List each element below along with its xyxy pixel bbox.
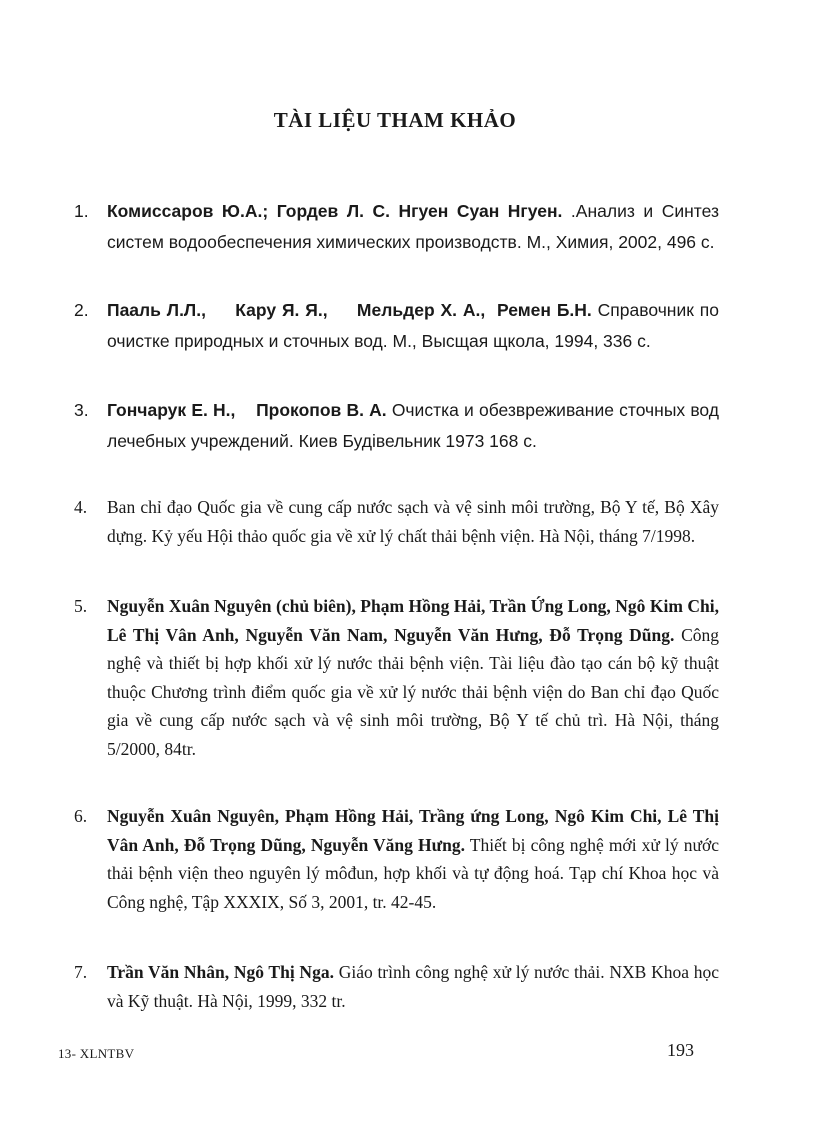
reference-body xyxy=(107,493,719,550)
reference-text: Ban chỉ đạo Quốc gia về cung cấp nước sạch và vệ sinh môi trường, Bộ Y tế, Bộ Xây dựng. Kỷ yếu Hội thảo quốc gia về xử lý chất thải bệnh viện. Hà Nội, tháng 7/1998. xyxy=(107,497,719,546)
reference-text: Справочник по очистке природных и сточных вод. М., Высщая щкола, 1994, 336 с. xyxy=(107,300,719,351)
reference-number: 1. xyxy=(74,201,89,221)
page-title: TÀI LIỆU THAM KHẢO xyxy=(273,108,517,132)
reference-text: Очистка и обезвреживание сточных вод лечебных учреждений. Киев Будiвельник 1973 168 с. xyxy=(107,400,719,451)
reference-body xyxy=(107,958,719,1015)
reference-authors: Пааль Л.Л., Кару Я. Я., Мельдер Х. А., Ремен Б.Н. xyxy=(107,300,592,320)
footer-label: 13- XLNTBV xyxy=(58,1046,135,1061)
reference-number: 4. xyxy=(74,497,88,517)
reference-text: Thiết bị công nghệ mới xử lý nước thải bệnh viện theo nguyên lý môđun, hợp khối và tự động hoá. Tạp chí Khoa học và Công nghệ, Tập XXXIX, Số 3, 2001, tr. 42-45. xyxy=(107,834,719,912)
reference-number: 7. xyxy=(74,962,88,982)
reference-number: 6. xyxy=(74,806,88,826)
reference-text: Công nghệ và thiết bị hợp khối xử lý nước thải bệnh viện. Tài liệu đào tạo cán bộ kỹ thuật thuộc Chương trình điểm quốc gia về xử lý nước thải bệnh viện do Ban chỉ đạo Quốc gia về cung cấp nước sạch và vệ sinh môi trường, Bộ Y tế chủ trì. Hà Nội, tháng 5/2000, 84tr. xyxy=(107,624,719,759)
reference-authors: Trần Văn Nhân, Ngô Thị Nga. xyxy=(107,962,334,982)
reference-body xyxy=(107,592,719,764)
reference-text: .Анализ и Синтез систем водообеспечения химических производств. М., Химия, 2002, 496 с. xyxy=(107,201,719,252)
reference-body xyxy=(107,196,719,258)
reference-number: 2. xyxy=(74,300,89,320)
reference-authors: Гончарук Е. Н., Прокопов В. А. xyxy=(107,400,387,420)
reference-authors: Комиссаров Ю.А.; Гордев Л. С. Нгуен Суан Нгуен. xyxy=(107,201,563,221)
reference-number: 3. xyxy=(74,400,89,420)
page-number: 193 xyxy=(667,1040,694,1060)
reference-authors: Nguyễn Xuân Nguyên, Phạm Hồng Hải, Trầng ứng Long, Ngô Kim Chi, Lê Thị Vân Anh, Đỗ Trọng Dũng, Nguyễn Văng Hưng. xyxy=(107,806,719,855)
reference-number: 5. xyxy=(74,596,88,616)
reference-authors: Nguyễn Xuân Nguyên (chủ biên), Phạm Hồng Hải, Trần Ứng Long, Ngô Kim Chi, Lê Thị Vân Anh, Nguyễn Văn Nam, Nguyễn Văn Hưng, Đỗ Trọng Dũng. xyxy=(107,596,719,645)
reference-body xyxy=(107,295,719,357)
reference-body xyxy=(107,395,719,457)
reference-text: Giáo trình công nghệ xử lý nước thải. NXB Khoa học và Kỹ thuật. Hà Nội, 1999, 332 tr. xyxy=(107,962,719,1011)
reference-body xyxy=(107,802,719,916)
